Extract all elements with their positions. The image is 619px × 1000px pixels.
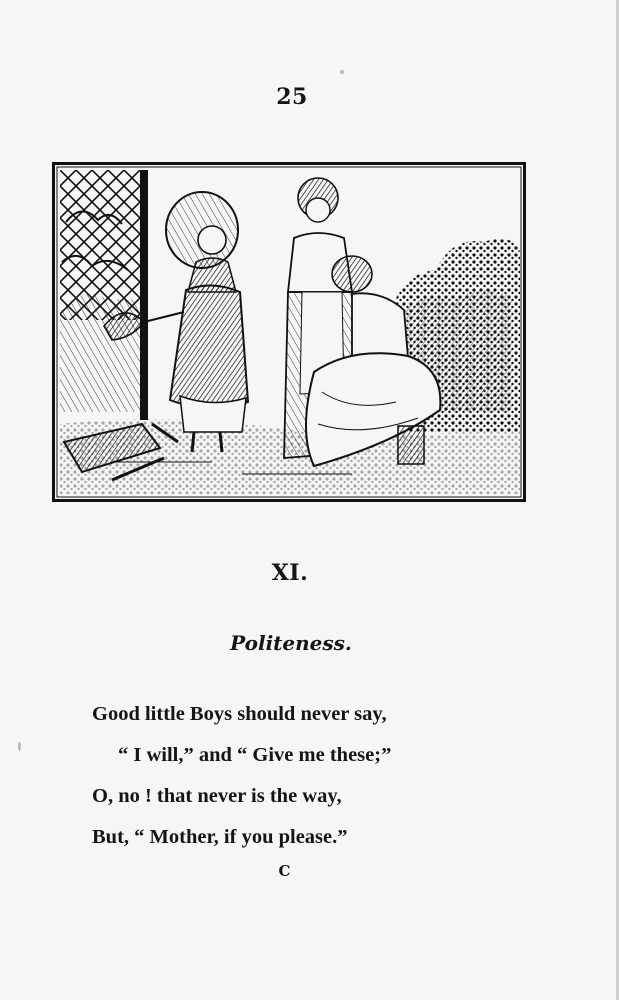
verse-line: Good little Boys should never say, <box>92 703 387 725</box>
verse-line: O, no ! that never is the way, <box>92 785 342 807</box>
ink-speck <box>18 742 21 751</box>
verse <box>92 700 542 864</box>
woodcut-illustration <box>52 162 526 502</box>
verse-line: “ I will,” and “ Give me these;” <box>118 744 392 766</box>
chapter-number: XI. <box>271 560 309 586</box>
page-number: 25 <box>276 84 308 110</box>
signature-mark: C <box>278 862 291 880</box>
chapter-title: Politeness. <box>230 631 352 655</box>
verse-line: But, “ Mother, if you please.” <box>92 826 348 848</box>
trellis <box>60 170 148 420</box>
ink-speck <box>340 70 344 74</box>
